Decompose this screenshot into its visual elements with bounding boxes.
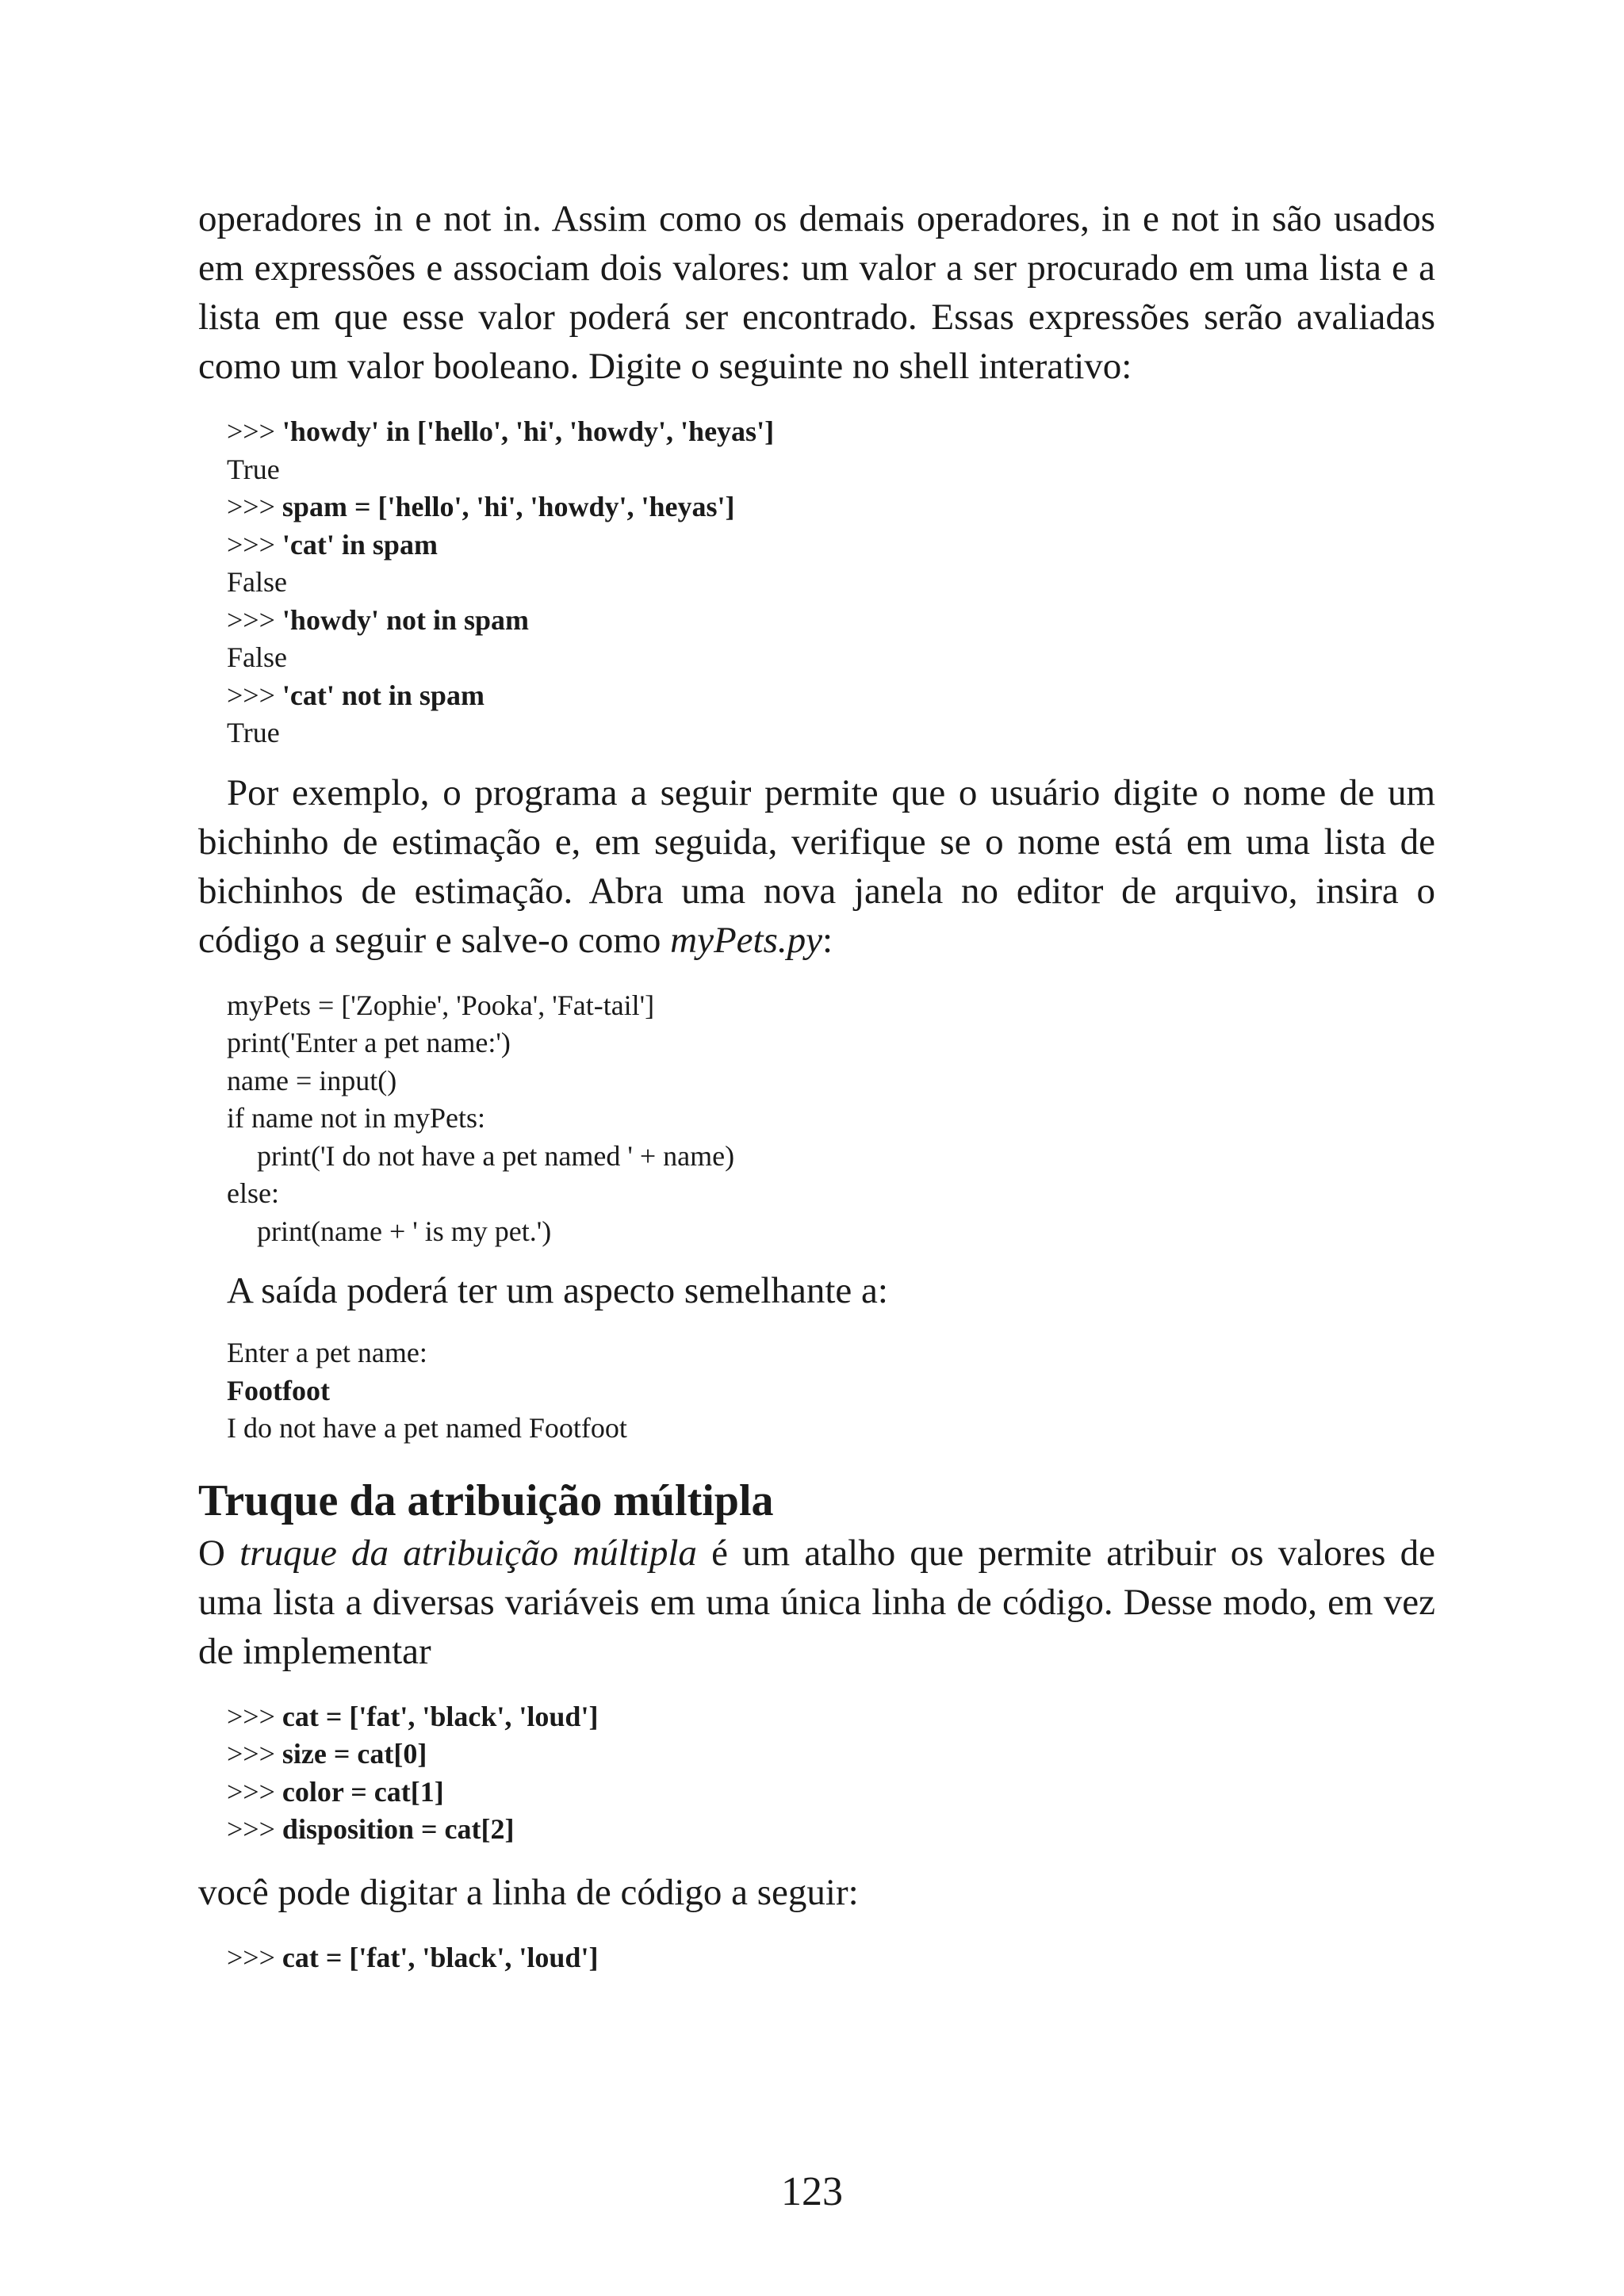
shell-command: cat = ['fat', 'black', 'loud'] [282, 1700, 599, 1732]
shell-command: 'cat' not in spam [282, 679, 485, 711]
shell-prompt: >>> [227, 415, 282, 447]
paragraph-text: é um atalho que permite atribuir os valores de uma lista a diversas variáveis em uma única linha de código. Desse modo, em vez de implementar [198, 1532, 1435, 1672]
shell-prompt: >>> [227, 528, 282, 561]
page-number: 123 [781, 2169, 843, 2214]
mypets-paragraph [198, 768, 1435, 965]
code-line [227, 1811, 1435, 1849]
user-input-line: Footfoot [227, 1374, 330, 1406]
multiple-assignment-paragraph [198, 1529, 1435, 1676]
output-line: I do not have a pet named Footfoot [227, 1412, 627, 1444]
code-line: myPets = ['Zophie', 'Pooka', 'Fat-tail'] [227, 989, 655, 1021]
code-line: else: [227, 1177, 279, 1209]
code-line [227, 1774, 1435, 1812]
code-line: print('Enter a pet name:') [227, 1027, 511, 1058]
shell-prompt: >>> [227, 1700, 282, 1732]
shell-command: spam = ['hello', 'hi', 'howdy', 'heyas'] [282, 491, 735, 522]
shell-example-list [198, 1939, 1435, 1977]
intro-paragraph: operadores in e not in. Assim como os demais operadores, in e not in são usados em expressões e associam dois valores: um valor a ser procurado em uma lista e a lista em que esse valor poderá ser encontrado. Essas expressões serão avaliadas como um valor booleano. Digite o seguinte no shell interativo: [198, 198, 1435, 387]
term-multiple-assignment: truque da atribuição múltipla [239, 1532, 697, 1574]
code-line: if name not in myPets: [227, 1102, 485, 1134]
filename-mypets: myPets.py [670, 919, 822, 961]
code-line [227, 526, 1435, 564]
shell-output: False [227, 566, 287, 598]
shell-command: 'howdy' not in spam [282, 603, 530, 636]
shell-output: False [227, 641, 287, 673]
code-line [227, 488, 1435, 526]
code-line [227, 677, 1435, 715]
mypets-colon: : [822, 919, 833, 961]
shell-output: True [227, 717, 280, 748]
shell-command: disposition = cat[2] [282, 1813, 515, 1845]
shell-command: size = cat[0] [282, 1738, 427, 1770]
shell-output: True [227, 453, 280, 485]
paragraph-text: O [198, 1532, 240, 1574]
code-line [227, 1698, 1435, 1736]
section-heading: Truque da atribuição múltipla [198, 1475, 774, 1525]
shell-command: 'howdy' in ['hello', 'hi', 'howdy', 'heyas'] [282, 415, 775, 447]
code-line [227, 413, 1435, 451]
shell-prompt: >>> [227, 1813, 282, 1845]
shell-prompt: >>> [227, 679, 282, 711]
mypets-text: Por exemplo, o programa a seguir permite que o usuário digite o nome de um bichinho de estimação e, em seguida, verifique se o nome está em uma lista de bichinhos de estimação. Abra uma nova janela no editor de arquivo, insira o código a seguir e salve-o como [198, 771, 1435, 961]
mypets-program-code [198, 987, 1435, 1251]
shell-prompt: >>> [227, 1738, 282, 1770]
page-content [198, 194, 1435, 1976]
shell-prompt: >>> [227, 603, 282, 636]
shell-example-in-operator [198, 413, 1435, 752]
shell-prompt: >>> [227, 1775, 282, 1808]
shell-command: cat = ['fat', 'black', 'loud'] [282, 1941, 599, 1973]
code-line [227, 1735, 1435, 1774]
code-line: print('I do not have a pet named ' + name) [257, 1139, 735, 1172]
shell-command: color = cat[1] [282, 1775, 444, 1808]
code-line: name = input() [227, 1064, 397, 1096]
shell-example-indexing [198, 1698, 1435, 1849]
shell-prompt: >>> [227, 491, 282, 522]
shell-command: 'cat' in spam [282, 528, 438, 561]
output-line: Enter a pet name: [227, 1337, 427, 1368]
code-line [227, 602, 1435, 640]
alternative-paragraph: você pode digitar a linha de código a seguir: [198, 1871, 859, 1913]
output-intro-paragraph: A saída poderá ter um aspecto semelhante a: [227, 1270, 888, 1311]
code-line: print(name + ' is my pet.') [257, 1215, 552, 1247]
program-output-example [198, 1334, 1435, 1448]
shell-prompt: >>> [227, 1941, 282, 1973]
code-line [227, 1939, 1435, 1977]
